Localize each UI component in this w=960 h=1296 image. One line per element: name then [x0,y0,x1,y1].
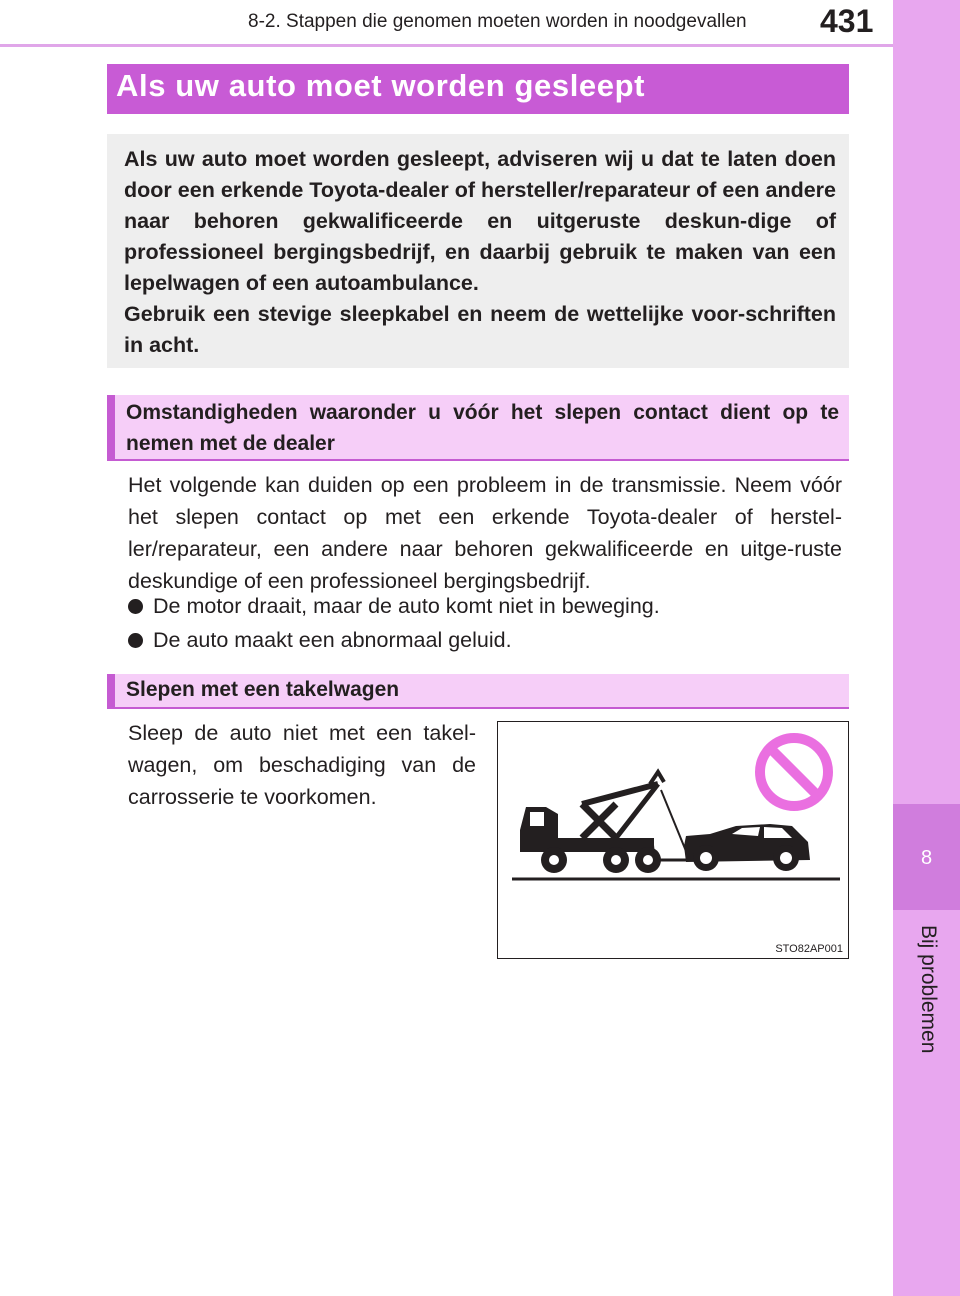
figure-code: STO82AP001 [775,943,843,955]
intro-text [124,144,836,361]
bullet-icon [128,599,143,614]
tow-truck-icon [520,772,688,873]
prohibition-icon [760,738,828,806]
bullet-item [128,624,512,656]
car-icon [684,824,810,871]
bullet-text: De motor draait, maar de auto komt niet in beweging. [153,594,660,618]
intro-box [107,134,849,368]
subheading-dealer [107,395,849,461]
subheading-tow [107,674,849,709]
running-head: 8-2. Stappen die genomen moeten worden in noodgevallen [248,11,747,32]
page-number: 431 [820,3,874,39]
section-title-bar [107,64,849,114]
header-rule [0,44,893,47]
subheading-tow-text: Slepen met een takelwagen [126,678,400,701]
subheading-accent [107,395,115,459]
section-title: Als uw auto moet worden gesleept [116,68,646,103]
tow-paragraph: Sleep de auto niet met een takel-wagen, om beschadiging van de carrosserie te voorkomen. [128,721,476,809]
intro-paragraph-2: Gebruik een stevige sleepkabel en neem de wettelijke voor-schriften in acht. [124,302,836,357]
bullet-icon [128,633,143,648]
tow-truck-drawing [498,722,848,958]
intro-paragraph-1: Als uw auto moet worden gesleept, adviseren wij u dat te laten doen door een erkende Toyota-dealer of hersteller/reparateur of een andere naar behoren gekwalificeerde en uitgeruste deskun-dige of professioneel bergingsbedrijf, en daarbij gebruik te maken van een lepelwagen of een autoambulance. [124,147,836,295]
dealer-paragraph [128,469,842,597]
bullet-item [128,590,660,622]
tow-truck-illustration [497,721,849,959]
chapter-number: 8 [920,847,933,869]
subheading-dealer-text: Omstandigheden waaronder u vóór het slepen contact dient op te nemen met de dealer [126,401,839,455]
chapter-title: Bij problemen [917,925,940,1054]
bullet-text: De auto maakt een abnormaal geluid. [153,628,512,652]
chapter-side-tab [893,0,960,1296]
dealer-paragraph-text: Het volgende kan duiden op een probleem in de transmissie. Neem vóór het slepen contact op met een erkende Toyota-dealer of herstel-ler/reparateur, een andere naar behoren gekwalificeerde en uitge-ruste deskundige of een professioneel bergingsbedrijf. [128,473,842,593]
subheading-accent [107,674,115,707]
